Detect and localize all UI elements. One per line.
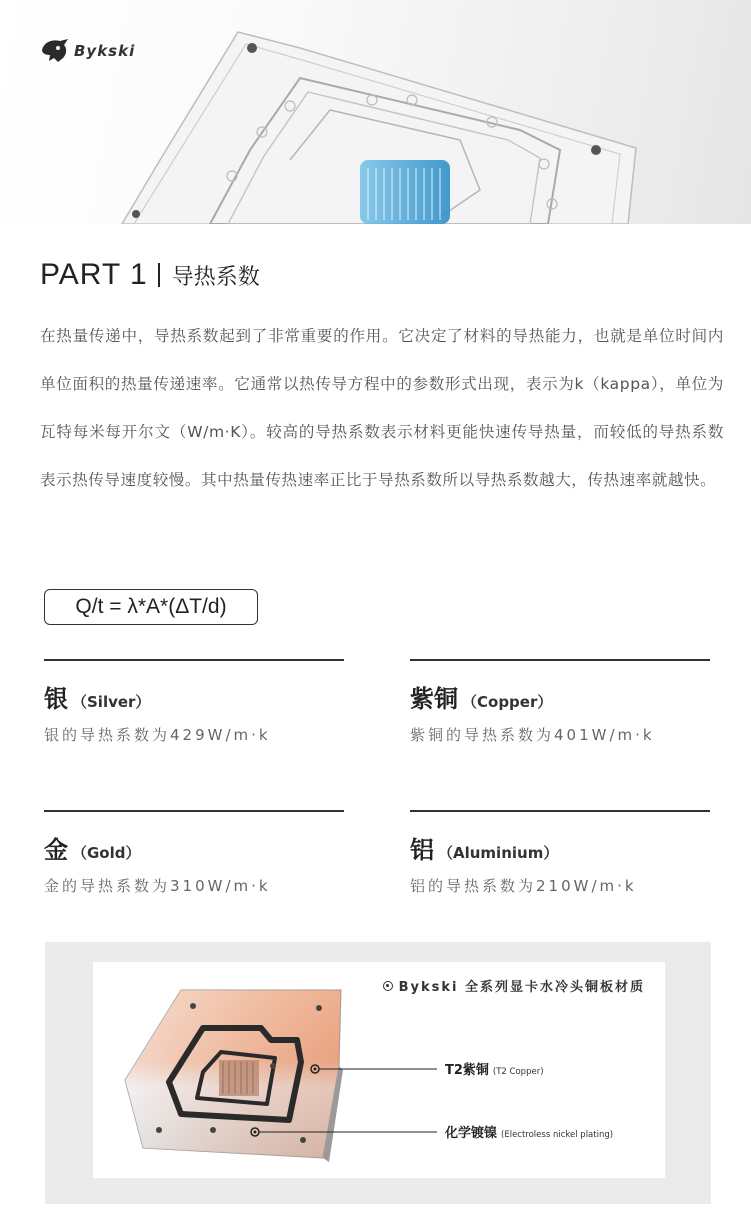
bykski-logo-icon	[40, 38, 70, 64]
formula-box: Q/t = λ*A*(ΔT/d)	[44, 589, 258, 625]
metal-name-cn: 金	[44, 836, 68, 864]
product-card	[93, 962, 665, 1178]
metal-name-cn: 铝	[410, 836, 434, 864]
part-title: 导热系数	[171, 264, 260, 290]
divider	[410, 659, 710, 661]
metal-card-gold	[44, 810, 344, 896]
metal-name-en: （Aluminium）	[438, 844, 559, 862]
metal-card-silver	[44, 659, 344, 745]
product-title-text: Bykski 全系列显卡水冷头铜板材质	[398, 980, 645, 995]
metal-name-en: （Gold）	[72, 844, 141, 862]
metal-description: 铝的导热系数为210W/m·k	[410, 877, 637, 895]
section-heading	[40, 258, 260, 292]
brand-name: Bykski	[74, 42, 136, 60]
hero-banner	[0, 0, 751, 224]
callout-label-en: (Electroless nickel plating)	[501, 1130, 614, 1140]
callout-label-en: (T2 Copper)	[492, 1067, 544, 1077]
copper-plate-illustration	[93, 962, 665, 1178]
metal-name-cn: 紫铜	[410, 685, 458, 713]
metal-name	[410, 830, 710, 865]
metal-card-copper	[410, 659, 710, 745]
section-paragraph: 在热量传递中，导热系数起到了非常重要的作用。它决定了材料的导热能力，也就是单位时间内单位面积的热量传递速率。它通常以热传导方程中的参数形式出现，表示为k（kappa），单位为瓦特每米每开尔文（W/m·K）。较高的导热系数表示材料更能快速传导热量，而较低的导热系数表示热传导速度较慢。其中热量传热速率正比于导热系数所以导热系数越大，传热速率就越快。	[40, 327, 724, 489]
metal-description: 金的导热系数为310W/m·k	[44, 877, 271, 895]
divider	[410, 810, 710, 812]
product-panel	[45, 942, 711, 1204]
metal-name	[44, 830, 344, 865]
part-number: PART 1	[40, 258, 148, 291]
metal-name	[44, 679, 344, 714]
callout-t2-copper	[445, 1059, 544, 1078]
metal-name-cn: 银	[44, 685, 68, 713]
callout-nickel-plating	[445, 1122, 613, 1141]
metal-description: 紫铜的导热系数为401W/m·k	[410, 726, 655, 744]
callout-label-cn: T2紫铜	[445, 1063, 489, 1078]
metal-name-en: （Copper）	[462, 693, 553, 711]
cooling-fins	[360, 160, 450, 224]
metal-name	[410, 679, 710, 714]
divider	[44, 659, 344, 661]
waterblock-illustration	[0, 0, 751, 224]
brand-logo	[40, 38, 135, 64]
divider	[44, 810, 344, 812]
metal-description: 银的导热系数为429W/m·k	[44, 726, 271, 744]
metal-name-en: （Silver）	[72, 693, 151, 711]
callout-label-cn: 化学镀镍	[445, 1126, 498, 1141]
heading-divider	[158, 263, 160, 287]
metal-card-aluminium	[410, 810, 710, 896]
